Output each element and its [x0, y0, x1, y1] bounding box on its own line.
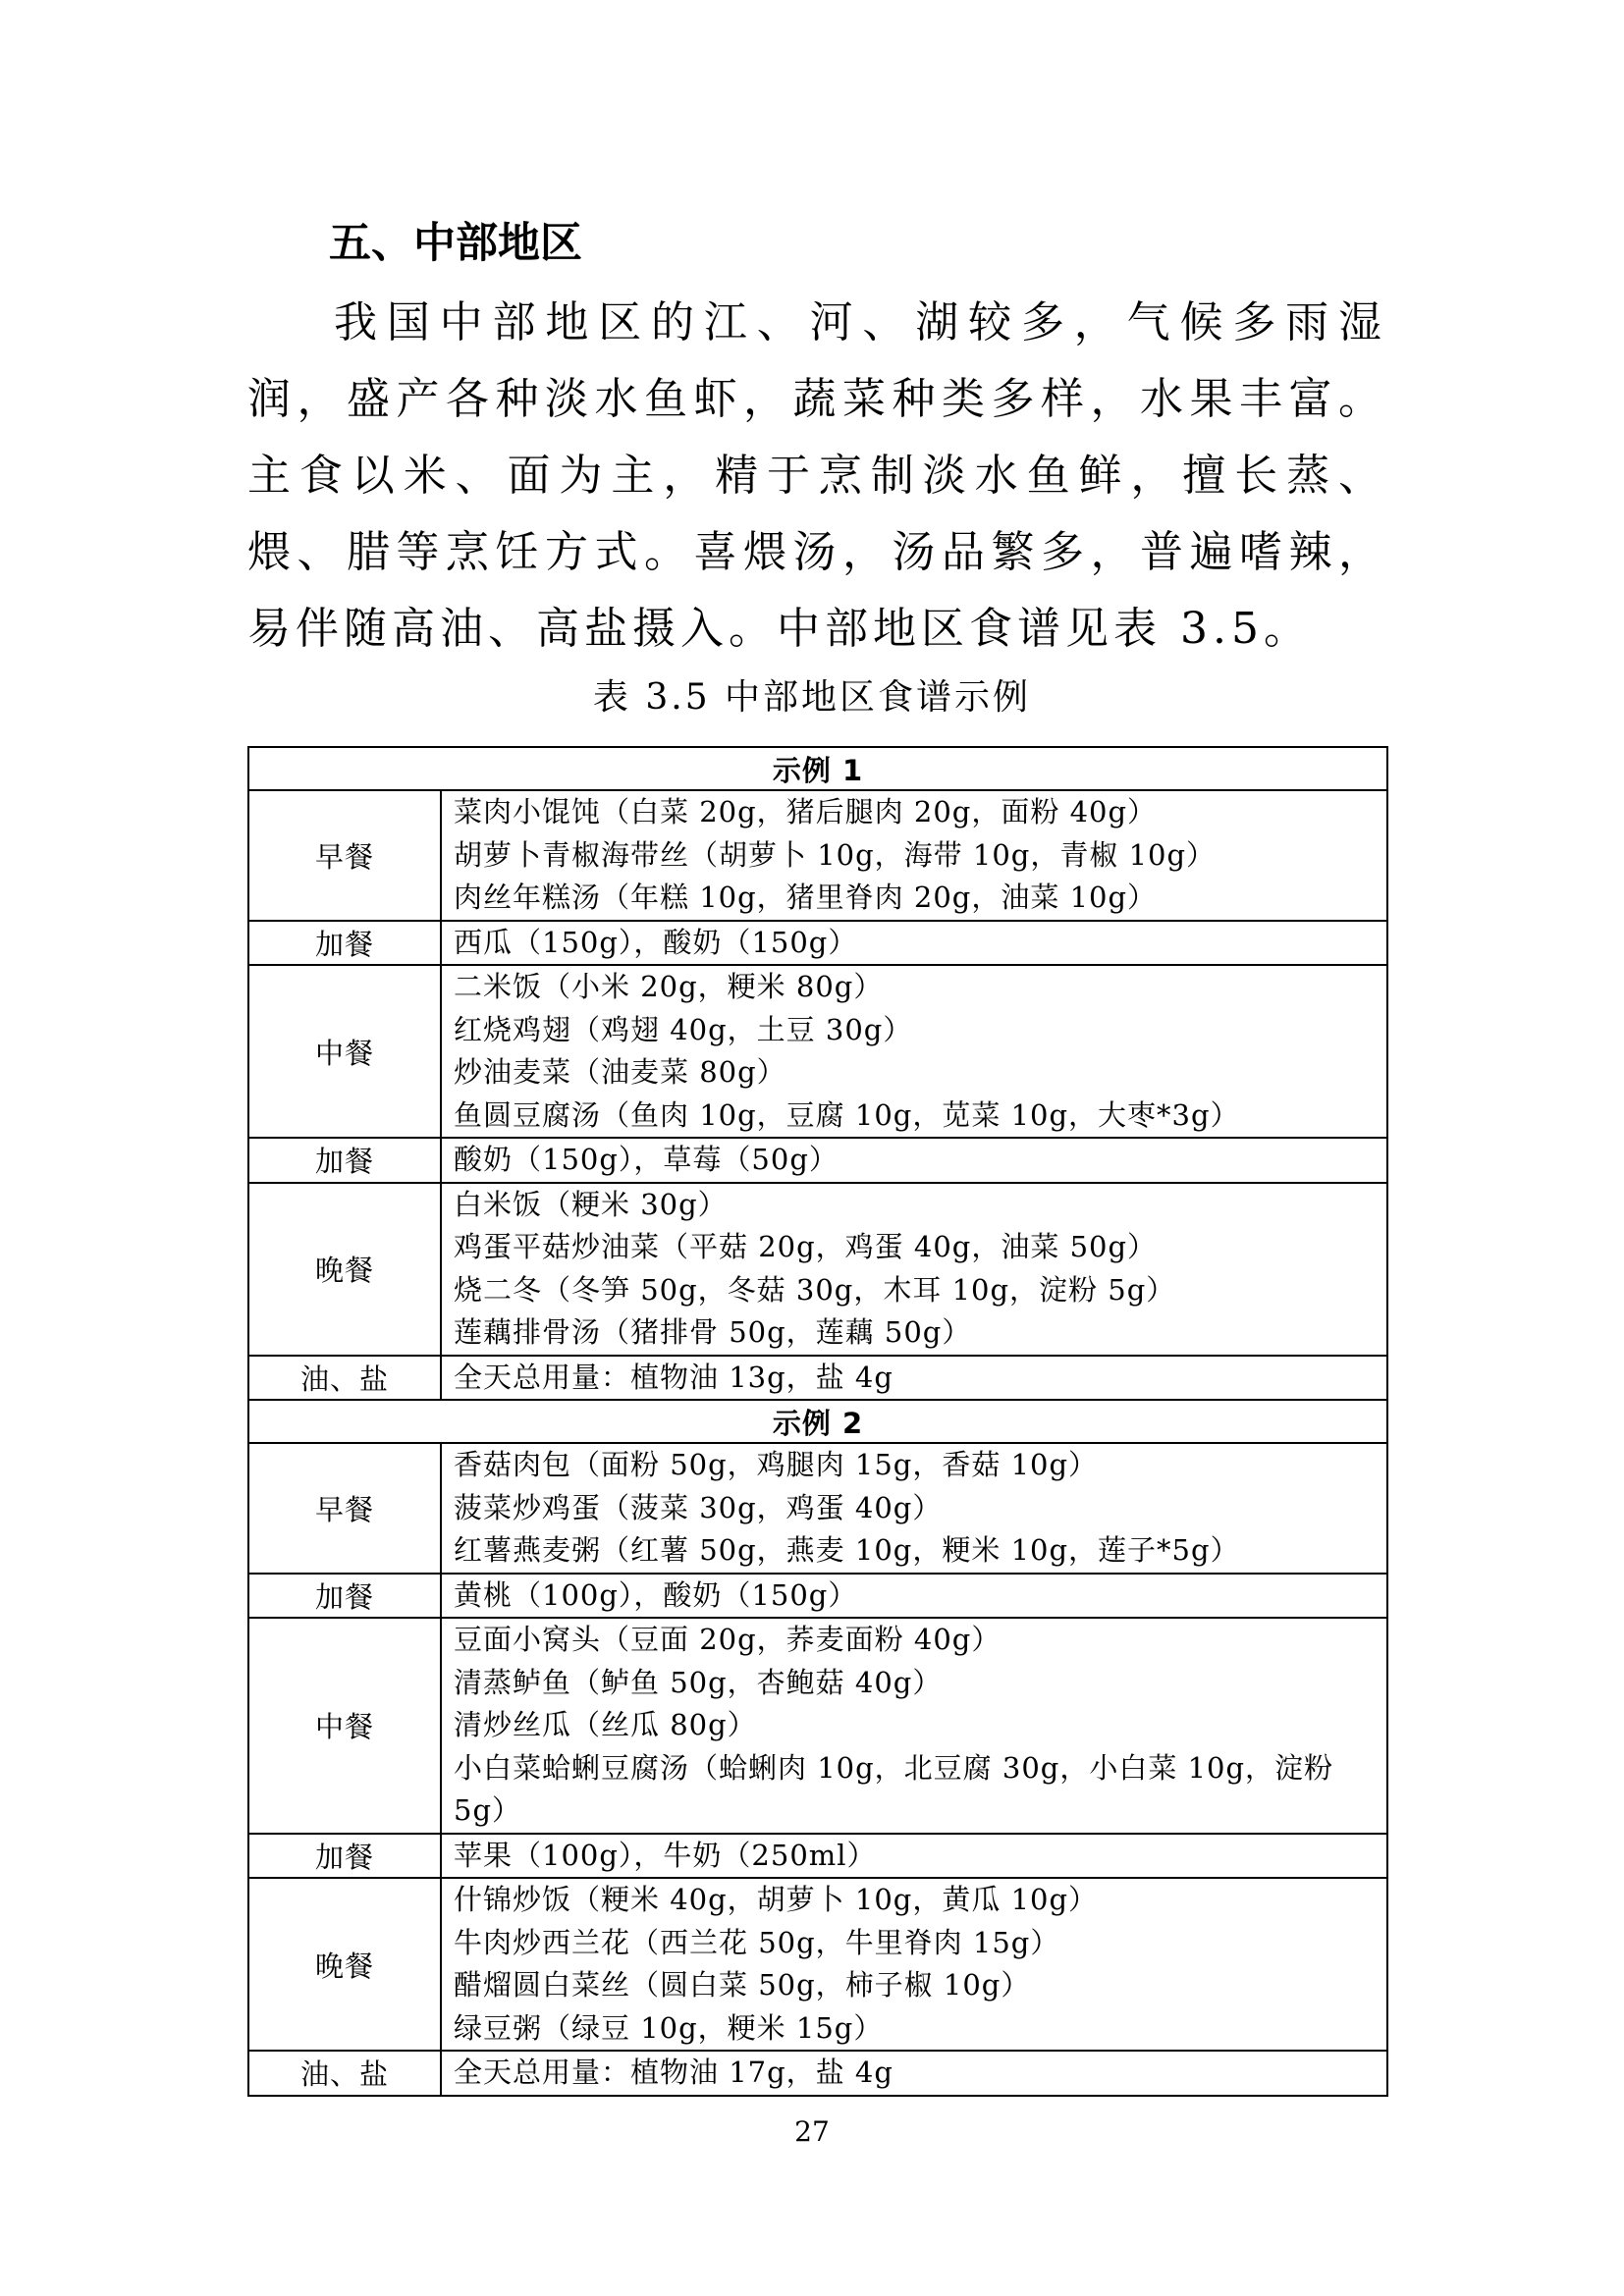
- dish-item: 牛肉炒西兰花（西兰花 50g，牛里脊肉 15g）: [454, 1925, 1060, 1959]
- meal-dishes: [441, 1138, 1387, 1183]
- meal-label: 晚餐: [248, 1878, 441, 2051]
- meal-row: [248, 1618, 1387, 1834]
- meal-label: 早餐: [248, 790, 441, 921]
- meal-label: 早餐: [248, 1443, 441, 1574]
- meal-row: [248, 1443, 1387, 1574]
- dish-item: 菠菜炒鸡蛋（菠菜 30g，鸡蛋 40g）: [454, 1490, 943, 1524]
- dish-item: 酸奶（150g），草莓（50g）: [454, 1143, 839, 1176]
- dish-item: 清炒丝瓜（丝瓜 80g）: [454, 1708, 757, 1741]
- meal-label: 油、盐: [248, 1356, 441, 1401]
- meal-dishes: [441, 2051, 1387, 2096]
- meal-dishes: [441, 1183, 1387, 1356]
- dish-item: 白米饭（粳米 30g）: [454, 1187, 728, 1221]
- meal-row: [248, 1183, 1387, 1356]
- meal-dishes: [441, 790, 1387, 921]
- menu-table-body: [248, 747, 1387, 2096]
- dish-item: 苹果（100g），牛奶（250ml）: [454, 1838, 877, 1872]
- intro-paragraph: 我国中部地区的江、河、湖较多，气候多雨湿润，盛产各种淡水鱼虾，蔬菜种类多样，水果丰富。主食以米、面为主，精于烹制淡水鱼鲜，擅长蒸、煨、腊等烹饪方式。喜煨汤，汤品繁多，普遍嗜辣，易伴随高油、高盐摄入。中部地区食谱见表 3.5。: [247, 297, 1386, 654]
- meal-dishes: [441, 1356, 1387, 1401]
- dish-item: 烧二冬（冬笋 50g，冬菇 30g，木耳 10g，淀粉 5g）: [454, 1272, 1176, 1307]
- meal-row: [248, 790, 1387, 921]
- meal-label: 晚餐: [248, 1183, 441, 1356]
- example-title: 示例 2: [248, 1400, 1387, 1443]
- meal-label: 加餐: [248, 1138, 441, 1183]
- dish-item: 红烧鸡翅（鸡翅 40g，土豆 30g）: [454, 1012, 913, 1046]
- dish-item: 肉丝年糕汤（年糕 10g，猪里脊肉 20g，油菜 10g）: [454, 881, 1158, 914]
- dish-item: 黄桃（100g），酸奶（150g）: [454, 1577, 858, 1612]
- example-title: 示例 1: [248, 747, 1387, 790]
- dish-item: 二米饭（小米 20g，粳米 80g）: [454, 970, 884, 1003]
- dish-item: 香菇肉包（面粉 50g，鸡腿肉 15g，香菇 10g）: [454, 1448, 1099, 1481]
- meal-row: [248, 1138, 1387, 1183]
- dish-item: 豆面小窝头（豆面 20g，荞麦面粉 40g）: [454, 1623, 1001, 1656]
- dish-item: 炒油麦菜（油麦菜 80g）: [454, 1055, 786, 1089]
- dish-item: 胡萝卜青椒海带丝（胡萝卜 10g，海带 10g，青椒 10g）: [454, 837, 1217, 872]
- dish-item: 全天总用量：植物油 17g，盐 4g: [454, 2056, 893, 2089]
- meal-dishes: [441, 1443, 1387, 1574]
- dish-item: 西瓜（150g），酸奶（150g）: [454, 925, 858, 959]
- menu-table: [247, 746, 1388, 2097]
- example-header-row: [248, 1400, 1387, 1443]
- meal-row: [248, 921, 1387, 966]
- meal-dishes: [441, 1574, 1387, 1619]
- page-number: 27: [794, 2115, 830, 2148]
- meal-row: [248, 1356, 1387, 1401]
- meal-row: [248, 1834, 1387, 1879]
- dish-item: 红薯燕麦粥（红薯 50g，燕麦 10g，粳米 10g，莲子*5g）: [454, 1533, 1240, 1567]
- meal-dishes: [441, 1834, 1387, 1879]
- dish-item: 小白菜蛤蜊豆腐汤（蛤蜊肉 10g，北豆腐 30g，小白菜 10g，淀粉 5g）: [454, 1750, 1334, 1827]
- meal-label: 加餐: [248, 1834, 441, 1879]
- meal-row: [248, 1878, 1387, 2051]
- meal-row: [248, 1574, 1387, 1619]
- dish-item: 菜肉小馄饨（白菜 20g，猪后腿肉 20g，面粉 40g）: [454, 795, 1158, 828]
- meal-dishes: [441, 1878, 1387, 2051]
- meal-label: 油、盐: [248, 2051, 441, 2096]
- dish-item: 绿豆粥（绿豆 10g，粳米 15g）: [454, 2010, 884, 2045]
- section-heading: 五、中部地区: [329, 219, 582, 268]
- dish-item: 清蒸鲈鱼（鲈鱼 50g，杏鲍菇 40g）: [454, 1665, 943, 1699]
- dish-item: 醋熘圆白菜丝（圆白菜 50g，柿子椒 10g）: [454, 1968, 1031, 2002]
- meal-label: 加餐: [248, 921, 441, 966]
- dish-item: 什锦炒饭（粳米 40g，胡萝卜 10g，黄瓜 10g）: [454, 1883, 1099, 1916]
- meal-dishes: [441, 921, 1387, 966]
- dish-item: 鸡蛋平菇炒油菜（平菇 20g，鸡蛋 40g，油菜 50g）: [454, 1230, 1158, 1263]
- dish-item: 全天总用量：植物油 13g，盐 4g: [454, 1360, 893, 1394]
- meal-dishes: [441, 965, 1387, 1138]
- meal-label: 加餐: [248, 1574, 441, 1619]
- meal-label: 中餐: [248, 965, 441, 1138]
- table-caption: 表 3.5 中部地区食谱示例: [592, 677, 1032, 718]
- dish-item: 莲藕排骨汤（猪排骨 50g，莲藕 50g）: [454, 1315, 972, 1349]
- meal-row: [248, 2051, 1387, 2096]
- meal-label: 中餐: [248, 1618, 441, 1834]
- dish-item: 鱼圆豆腐汤（鱼肉 10g，豆腐 10g，苋菜 10g，大枣*3g）: [454, 1097, 1240, 1132]
- meal-dishes: [441, 1618, 1387, 1834]
- example-header-row: [248, 747, 1387, 790]
- meal-row: [248, 965, 1387, 1138]
